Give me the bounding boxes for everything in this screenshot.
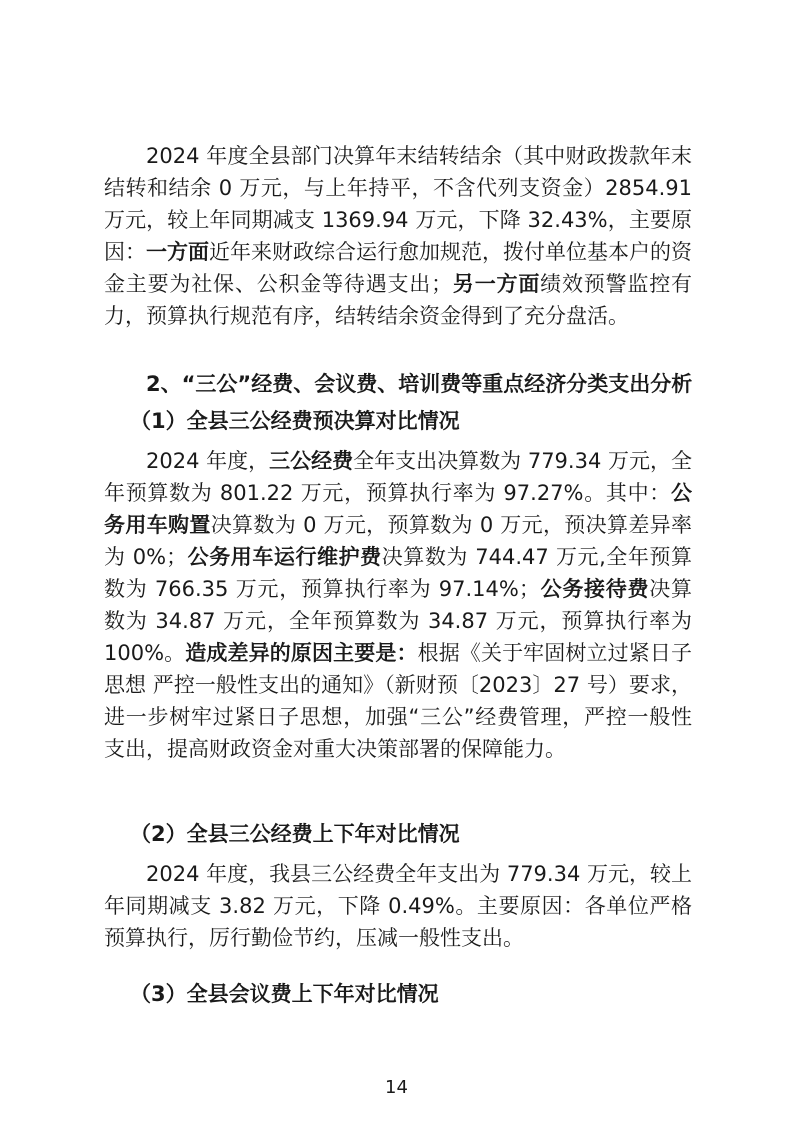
text-run: 绩效预警监控有力，预算执行规范有序，结转结余资金得到了充分盘活。 [104, 272, 693, 328]
text-run: 决算数为 744.47 万元,全年预算数为 766.35 万元，预算执行率为 97.14%； [104, 545, 692, 601]
bold-run: 三公经费 [269, 449, 354, 473]
bold-run: 公务用车购置 [104, 481, 692, 537]
bold-run: 造成差异的原因主要是： [185, 641, 418, 665]
bold-run: 一方面 [146, 240, 209, 264]
subheading-3: （3）全县会议费上下年对比情况 [130, 982, 439, 1006]
text-run: 根据《关于牢固树立过紧日子思想 严控一般性支出的通知》（新财预〔2023〕27 号）要求，进一步树牢过紧日子思想，加强“三公”经费管理，严控一般性支出，提高财政资金对重大决策部署的保障能力。 [104, 641, 693, 761]
text-run: 近年来财政综合运行愈加规范，拨付单位基本户的资金主要为社保、公积金等待遇支出； [104, 240, 692, 296]
bold-run: 公务接待费 [539, 577, 650, 601]
subheading-2: （2）全县三公经费上下年对比情况 [130, 822, 460, 846]
page-number: 14 [385, 1077, 408, 1098]
bold-run: 公务用车运行维护费 [187, 545, 382, 569]
bold-run: 另一方面 [452, 272, 541, 296]
paragraph-three-public-yoy: 2024 年度，我县三公经费全年支出为 779.34 万元，较上年同期减支 3.82 万元，下降 0.49%。主要原因：各单位严格预算执行，厉行勤俭节约，压减一般性支出。 [104, 862, 692, 950]
paragraph-carryover-balance [104, 140, 692, 332]
text-run: 2024 年度， [146, 449, 270, 473]
text-run: 全年支出决算数为 779.34 万元，全年预算数为 801.22 万元，预算执行率为 97.27%。其中： [104, 449, 692, 505]
text-run: 决算数为 34.87 万元，全年预算数为 34.87 万元，预算执行率为 100%。 [104, 577, 692, 665]
subheading-1: （1）全县三公经费预决算对比情况 [130, 409, 460, 433]
section-heading-2: 2、“三公”经费、会议费、培训费等重点经济分类支出分析 [146, 372, 693, 396]
text-run: 决算数为 0 万元，预算数为 0 万元，预决算差异率为 0%； [104, 513, 693, 569]
paragraph-three-public-budget [104, 445, 692, 765]
text-run: 2024 年度全县部门决算年末结转结余（其中财政拨款年末结转和结余 0 万元，与上年持平，不含代列支资金）2854.91 万元，较上年同期减支 1369.94 万元，下降 32.43%，主要原因： [104, 144, 692, 264]
